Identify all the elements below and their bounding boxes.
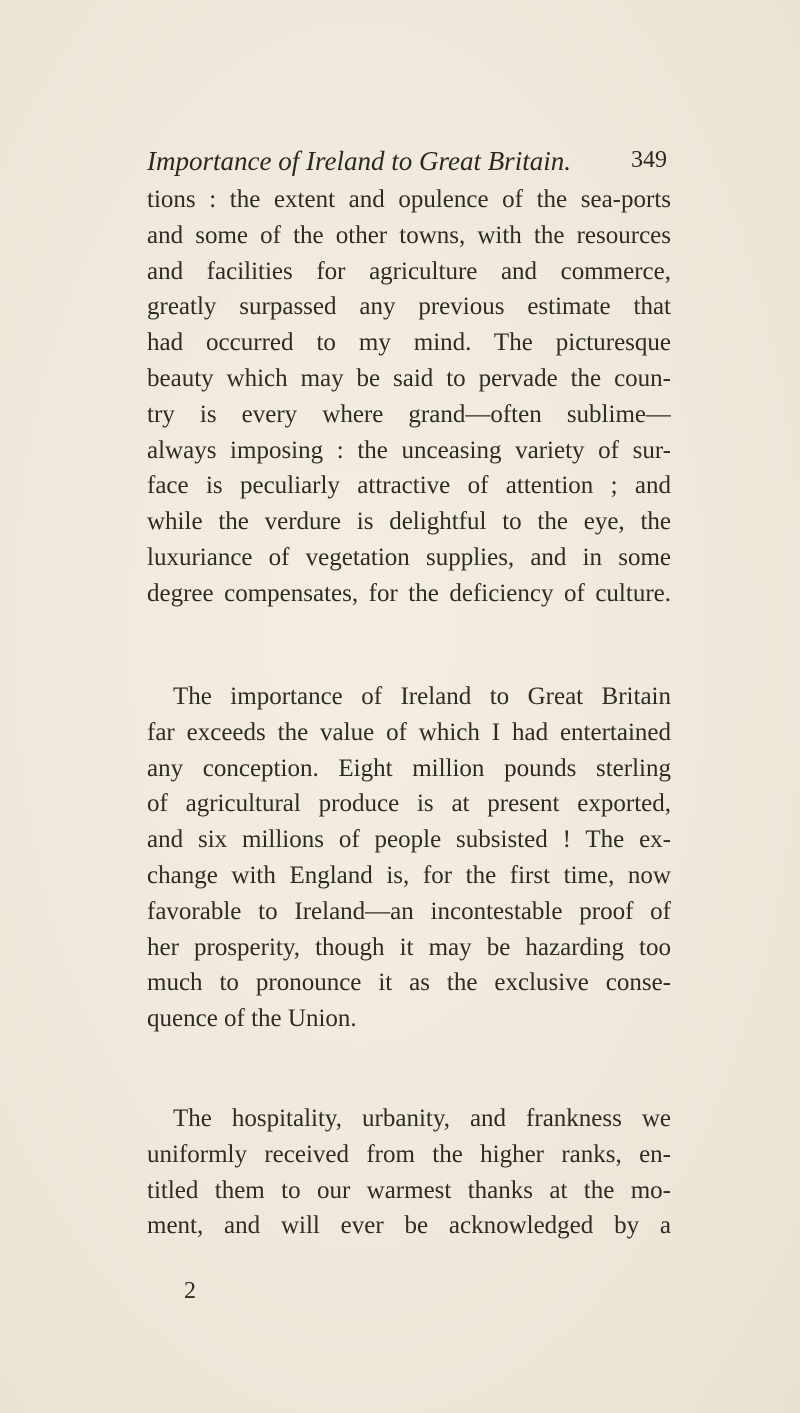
text-line: while the verdure is delightful to the eye, the xyxy=(147,508,671,536)
text-line: luxuriance of vegetation supplies, and in some xyxy=(147,543,671,571)
text-line: of agricultural produce is at present exported, xyxy=(147,790,671,818)
text-line: favorable to Ireland—an incontestable proof of xyxy=(147,897,671,925)
text-line: greatly surpassed any previous estimate that xyxy=(147,293,671,321)
text-line: The importance of Ireland to Great Britain xyxy=(173,683,671,710)
text-line: much to pronounce it as the exclusive conse- xyxy=(147,969,671,997)
text-line: far exceeds the value of which I had entertained xyxy=(147,718,671,746)
text-line: quence of the Union. xyxy=(147,1005,357,1033)
text-line: The hospitality, urbanity, and frankness we xyxy=(173,1105,671,1132)
text-line: and facilities for agriculture and commerce, xyxy=(147,257,671,285)
text-line: try is every where grand—often sublime— xyxy=(147,400,671,428)
text-line: her prosperity, though it may be hazarding too xyxy=(147,933,671,961)
page-number: 349 xyxy=(631,147,667,173)
text-line: and some of the other towns, with the resources xyxy=(147,221,671,249)
text-line: degree compensates, for the deficiency of culture. xyxy=(147,579,671,607)
running-head-title: Importance of Ireland to Great Britain. xyxy=(147,146,571,176)
text-line: had occurred to my mind. The picturesque xyxy=(147,329,671,357)
text-line: face is peculiarly attractive of attention ; and xyxy=(147,472,671,500)
paragraph-2 xyxy=(147,679,671,1037)
signature-mark: 2 xyxy=(184,1278,196,1304)
text-line: and six millions of people subsisted ! The ex- xyxy=(147,826,671,854)
text-line: uniformly received from the higher ranks, en- xyxy=(147,1140,671,1168)
text-line: change with England is, for the first time, now xyxy=(147,861,671,889)
text-line: titled them to our warmest thanks at the mo- xyxy=(147,1176,671,1204)
text-line: tions : the extent and opulence of the sea-ports xyxy=(147,186,671,213)
text-line: always imposing : the unceasing variety of sur- xyxy=(147,436,671,464)
text-line: any conception. Eight million pounds sterling xyxy=(147,754,671,782)
text-line: beauty which may be said to pervade the coun- xyxy=(147,364,671,392)
paragraph-3 xyxy=(147,1101,671,1244)
text-line: ment, and will ever be acknowledged by a xyxy=(147,1212,671,1240)
running-head xyxy=(147,146,667,182)
paragraph-1 xyxy=(147,182,671,612)
